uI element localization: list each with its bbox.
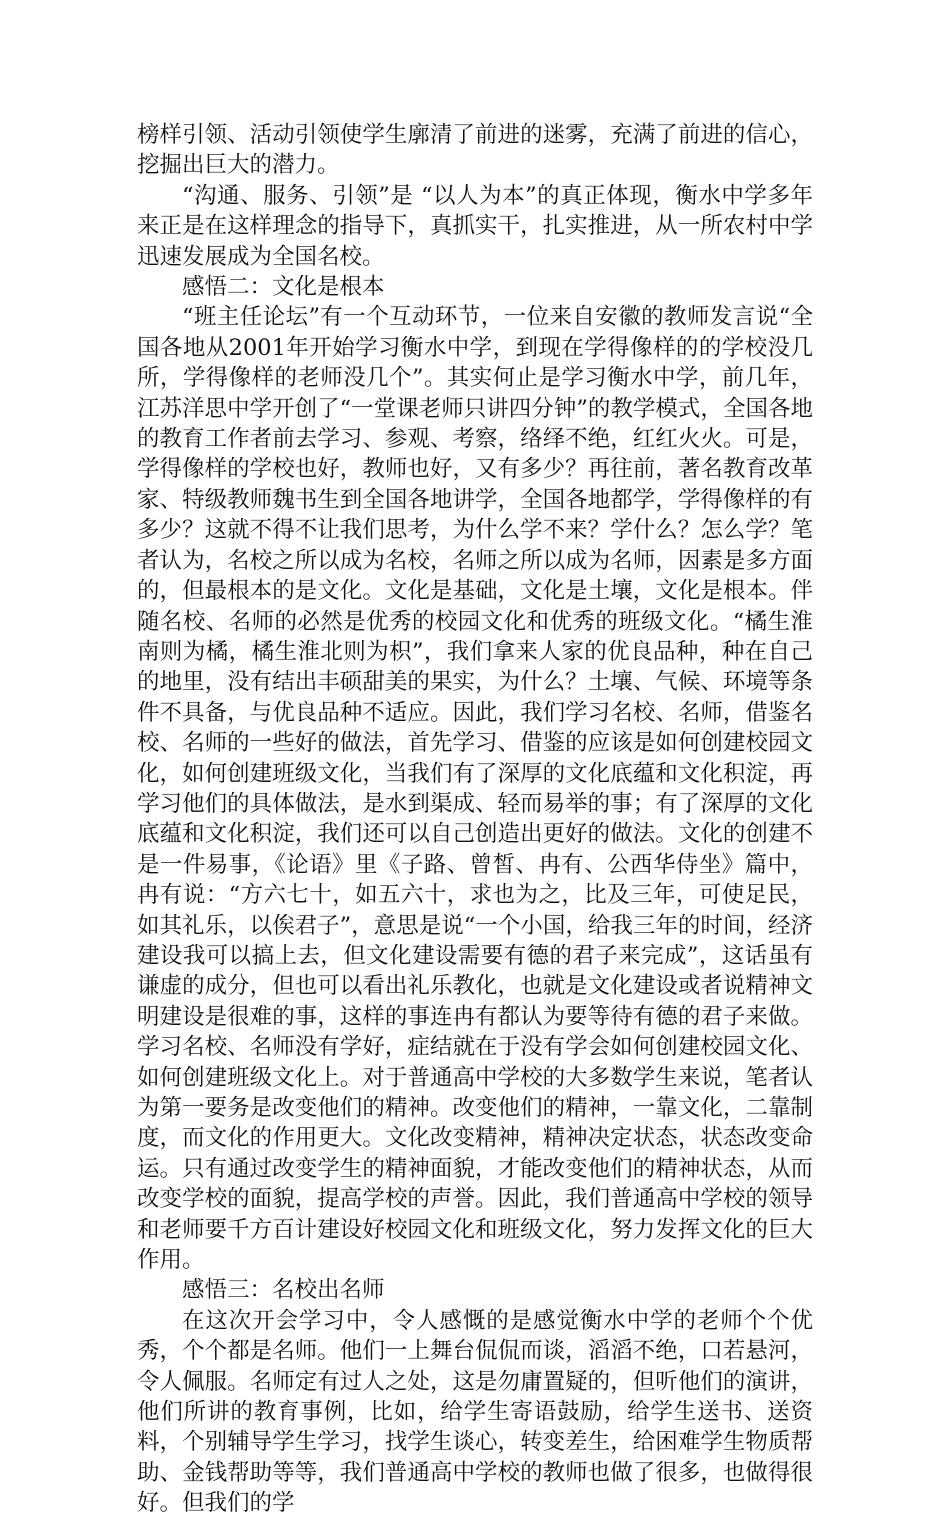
section-heading-2: 感悟二：文化是根本 (182, 274, 385, 301)
paragraph-4: 在这次开会学习中，令人感慨的是感觉衡水中学的老师个个优秀，个个都是名师。他们一上舞台侃侃而谈，滔滔不绝，口若悬河，令人佩服。名师定有过人之处，这是勿庸置疑的，但听他们的演讲，他们所讲的教育事例，比如，给学生寄语鼓励，给学生送书、送资料，个别辅导学生学习，找学生谈心，转变差生，给困难学生物质帮助、金钱帮助等等，我们普通高中学校的教师也做了很多，也做得很好。但我们的学 (137, 1307, 813, 1517)
paragraph-3: “班主任论坛”有一个互动环节，一位来自安徽的教师发言说“全国各地从2001年开始学习衡水中学，到现在学得像样的的学校没几所，学得像样的老师没几个”。其实何止是学习衡水中学，前几年，江苏洋思中学开创了“一堂课老师只讲四分钟”的教学模式，全国各地的教育工作者前去学习、参观、考察，络绎不绝，红红火火。可是，学得像样的学校也好，教师也好，又有多少？再往前，著名教育改革家、特级教师魏书生到全国各地讲学，全国各地都学，学得像样的有多少？这就不得不让我们思考，为什么学不来？学什么？怎么学？笔者认为，名校之所以成为名校，名师之所以成为名师，因素是多方面的，但最根本的是文化。文化是基础，文化是土壤，文化是根本。伴随名校、名师的必然是优秀的校园文化和优秀的班级文化。“橘生淮南则为橘，橘生淮北则为枳”，我们拿来人家的优良品种，种在自己的地里，没有结出丰硕甜美的果实，为什么？土壤、气候、环境等条件不具备，与优良品种不适应。因此，我们学习名校、名师，借鉴名校、名师的一些好的做法，首先学习、借鉴的应该是如何创建校园文化，如何创建班级文化，当我们有了深厚的文化底蕴和文化积淀，再学习他们的具体做法，是水到渠成、轻而易举的事；有了深厚的文化底蕴和文化积淀，我们还可以自己创造出更好的做法。文化的创建不是一件易事，《论语》里《子路、曾皙、冉有、公西华侍坐》篇中，冉有说：“方六七十，如五六十，求也为之，比及三年，可使足民，如其礼乐，以俟君子”，意思是说“一个小国，给我三年的时间，经济建设我可以搞上去，但文化建设需要有德的君子来完成”，这话虽有谦虚的成分，但也可以看出礼乐教化，也就是文化建设或者说精神文明建设是很难的事，这样的事连冉有都认为要等待有德的君子来做。学习名校、名师没有学好，症结就在于没有学会如何创建校园文化、如何创建班级文化上。对于普通高中学校的大多数学生来说，笔者认为第一要务是改变他们的精神。改变他们的精神，一靠文化，二靠制度，而文化的作用更大。文化改变精神，精神决定状态，状态改变命运。只有通过改变学生的精神面貌，才能改变他们的精神状态，从而改变学校的面貌，提高学校的声誉。因此，我们普通高中学校的领导和老师要千方百计建设好校园文化和班级文化，努力发挥文化的巨大作用。 (137, 304, 813, 1274)
paragraph-1: 榜样引领、活动引领使学生廓清了前进的迷雾，充满了前进的信心，挖掘出巨大的潜力。 (137, 122, 813, 179)
section-heading-3: 感悟三：名校出名师 (182, 1277, 385, 1304)
paragraph-2: “沟通、服务、引领”是 “以人为本”的真正体现，衡水中学多年来正是在这样理念的指导下，真抓实干，扎实推进，从一所农村中学迅速发展成为全国名校。 (137, 182, 813, 270)
document-page (137, 120, 813, 1519)
